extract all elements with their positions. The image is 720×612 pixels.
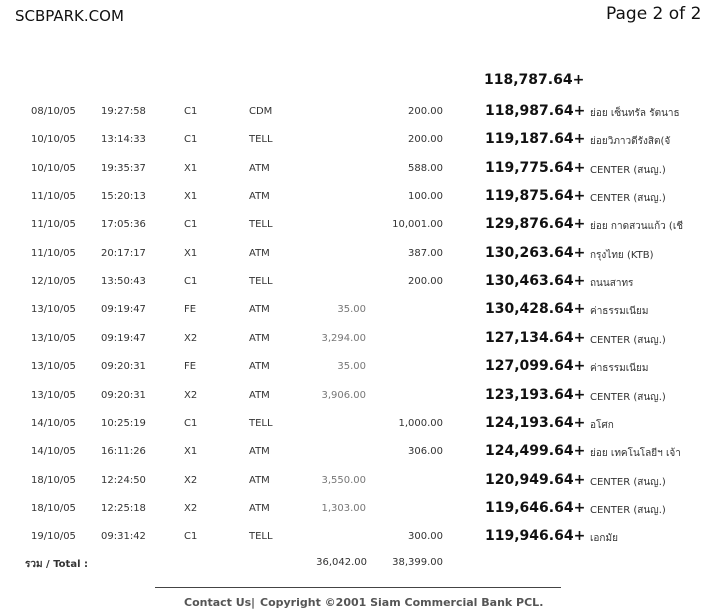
row-withdrawal: 3,906.00	[321, 389, 366, 401]
row-date: 14/10/05	[31, 446, 76, 458]
table-row	[0, 329, 720, 353]
row-withdrawal: 35.00	[337, 361, 366, 373]
table-row	[0, 358, 720, 381]
row-date: 18/10/05	[31, 502, 76, 514]
row-deposit: 1,000.00	[398, 417, 443, 429]
row-balance: 118,987.64+	[485, 103, 586, 119]
row-description: อโศก	[590, 419, 614, 431]
row-deposit: 300.00	[408, 531, 443, 543]
row-time: 13:14:33	[101, 134, 146, 146]
contact-us-link[interactable]: Contact Us	[184, 596, 252, 609]
row-deposit: 588.00	[408, 162, 443, 174]
row-description: ถนนสาทร	[590, 278, 634, 290]
row-channel: ATM	[249, 389, 270, 401]
table-row	[0, 499, 720, 523]
row-balance: 130,263.64+	[485, 244, 586, 261]
row-channel: ATM	[249, 304, 270, 316]
row-date: 12/10/05	[31, 276, 76, 288]
row-description: เอกมัย	[590, 533, 618, 545]
row-balance: 124,499.64+	[485, 443, 586, 460]
table-row	[0, 443, 720, 466]
row-withdrawal: 1,303.00	[321, 502, 366, 514]
row-balance: 130,463.64+	[485, 273, 586, 290]
row-code: X2	[184, 502, 198, 514]
row-description: ย่อยวิภาวดีรังสิต(จั	[590, 136, 671, 148]
row-balance: 129,876.64+	[485, 216, 586, 233]
row-code: C1	[184, 134, 198, 146]
row-balance: 119,187.64+	[485, 131, 586, 148]
row-date: 11/10/05	[31, 247, 76, 259]
row-description: ย่อย เทคโนโลยีฯ เจ้า	[590, 448, 681, 460]
row-balance: 119,946.64+	[485, 528, 586, 545]
row-date: 13/10/05	[31, 389, 76, 401]
row-balance: 119,875.64+	[485, 188, 586, 205]
row-withdrawal: 3,550.00	[321, 474, 366, 486]
row-code: C1	[184, 219, 198, 231]
row-time: 12:25:18	[101, 502, 146, 514]
row-time: 09:19:47	[101, 332, 146, 344]
totals-row	[0, 557, 720, 573]
row-code: FE	[184, 361, 197, 373]
row-time: 17:05:36	[101, 219, 146, 231]
row-time: 20:17:17	[101, 247, 146, 259]
row-code: X2	[184, 474, 198, 486]
row-date: 19/10/05	[31, 531, 76, 543]
row-channel: ATM	[249, 502, 270, 514]
row-description: CENTER (สนญ.)	[590, 164, 666, 176]
site-name: SCBPARK.COM	[15, 7, 124, 25]
row-withdrawal: 35.00	[337, 304, 366, 316]
row-code: C1	[184, 531, 198, 543]
row-date: 18/10/05	[31, 474, 76, 486]
row-deposit: 306.00	[408, 446, 443, 458]
row-code: FE	[184, 304, 197, 316]
row-date: 14/10/05	[31, 417, 76, 429]
table-row	[0, 188, 720, 211]
footer-separator: |	[251, 596, 256, 609]
row-balance: 123,193.64+	[485, 386, 586, 403]
row-code: C1	[184, 106, 198, 117]
row-date: 13/10/05	[31, 332, 76, 344]
row-time: 19:27:58	[101, 106, 146, 117]
row-date: 08/10/05	[31, 106, 76, 117]
table-row	[0, 159, 720, 183]
footer-divider	[155, 587, 561, 588]
row-deposit: 387.00	[408, 247, 443, 259]
row-description: ค่าธรรมเนียม	[590, 306, 649, 318]
table-row	[0, 414, 720, 438]
row-deposit: 200.00	[408, 276, 443, 288]
row-time: 19:35:37	[101, 162, 146, 174]
row-code: X1	[184, 247, 198, 259]
row-channel: TELL	[249, 219, 273, 231]
row-code: C1	[184, 417, 198, 429]
row-time: 10:25:19	[101, 417, 146, 429]
row-channel: ATM	[249, 361, 270, 373]
row-code: X2	[184, 389, 198, 401]
row-balance: 127,134.64+	[485, 329, 586, 346]
table-row	[0, 216, 720, 239]
table-row	[0, 244, 720, 268]
opening-balance: 118,787.64+	[484, 72, 585, 88]
row-description: กรุงไทย (KTB)	[590, 249, 654, 261]
row-balance: 119,775.64+	[485, 159, 586, 176]
row-channel: TELL	[249, 134, 273, 146]
row-time: 12:24:50	[101, 474, 146, 486]
row-channel: ATM	[249, 247, 270, 259]
row-channel: TELL	[249, 531, 273, 543]
row-balance: 119,646.64+	[485, 499, 586, 516]
row-date: 11/10/05	[31, 191, 76, 203]
table-row	[0, 528, 720, 551]
row-channel: CDM	[249, 106, 273, 117]
row-time: 09:31:42	[101, 531, 146, 543]
row-balance: 124,193.64+	[485, 414, 586, 431]
row-date: 10/10/05	[31, 134, 76, 146]
row-code: X1	[184, 162, 198, 174]
row-date: 13/10/05	[31, 304, 76, 316]
row-balance: 127,099.64+	[485, 358, 586, 375]
row-description: ย่อย กาดสวนแก้ว (เชี	[590, 221, 684, 233]
total-withdrawal: 36,042.00	[316, 557, 367, 568]
row-channel: ATM	[249, 474, 270, 486]
row-description: CENTER (สนญ.)	[590, 193, 666, 205]
row-balance: 130,428.64+	[485, 301, 586, 318]
table-row	[0, 103, 720, 126]
table-row	[0, 131, 720, 154]
row-deposit: 10,001.00	[392, 219, 443, 231]
row-channel: ATM	[249, 162, 270, 174]
row-time: 16:11:26	[101, 446, 146, 458]
table-row	[0, 386, 720, 410]
row-description: CENTER (สนญ.)	[590, 391, 666, 403]
row-description: ย่อย เซ็นทรัล รัตนาธ	[590, 108, 680, 119]
copyright-text: Copyright ©2001 Siam Commercial Bank PCL.	[260, 596, 544, 609]
total-deposit: 38,399.00	[392, 557, 443, 568]
row-time: 09:20:31	[101, 389, 146, 401]
table-row	[0, 273, 720, 296]
row-channel: TELL	[249, 417, 273, 429]
row-channel: TELL	[249, 276, 273, 288]
row-channel: ATM	[249, 446, 270, 458]
row-channel: ATM	[249, 332, 270, 344]
row-time: 13:50:43	[101, 276, 146, 288]
row-date: 10/10/05	[31, 162, 76, 174]
row-deposit: 200.00	[408, 134, 443, 146]
row-date: 13/10/05	[31, 361, 76, 373]
table-row	[0, 301, 720, 324]
row-description: CENTER (สนญ.)	[590, 476, 666, 488]
row-withdrawal: 3,294.00	[321, 332, 366, 344]
row-code: C1	[184, 276, 198, 288]
row-balance: 120,949.64+	[485, 471, 586, 488]
row-time: 09:19:47	[101, 304, 146, 316]
page-indicator: Page 2 of 2	[606, 4, 702, 24]
row-code: X1	[184, 191, 198, 203]
row-deposit: 100.00	[408, 191, 443, 203]
row-description: CENTER (สนญ.)	[590, 334, 666, 346]
row-code: X2	[184, 332, 198, 344]
row-code: X1	[184, 446, 198, 458]
row-time: 15:20:13	[101, 191, 146, 203]
row-date: 11/10/05	[31, 219, 76, 231]
row-time: 09:20:31	[101, 361, 146, 373]
row-channel: ATM	[249, 191, 270, 203]
totals-label: รวม / Total :	[25, 559, 88, 570]
row-deposit: 200.00	[408, 106, 443, 117]
row-description: ค่าธรรมเนียม	[590, 363, 649, 375]
table-row	[0, 471, 720, 495]
row-description: CENTER (สนญ.)	[590, 504, 666, 516]
